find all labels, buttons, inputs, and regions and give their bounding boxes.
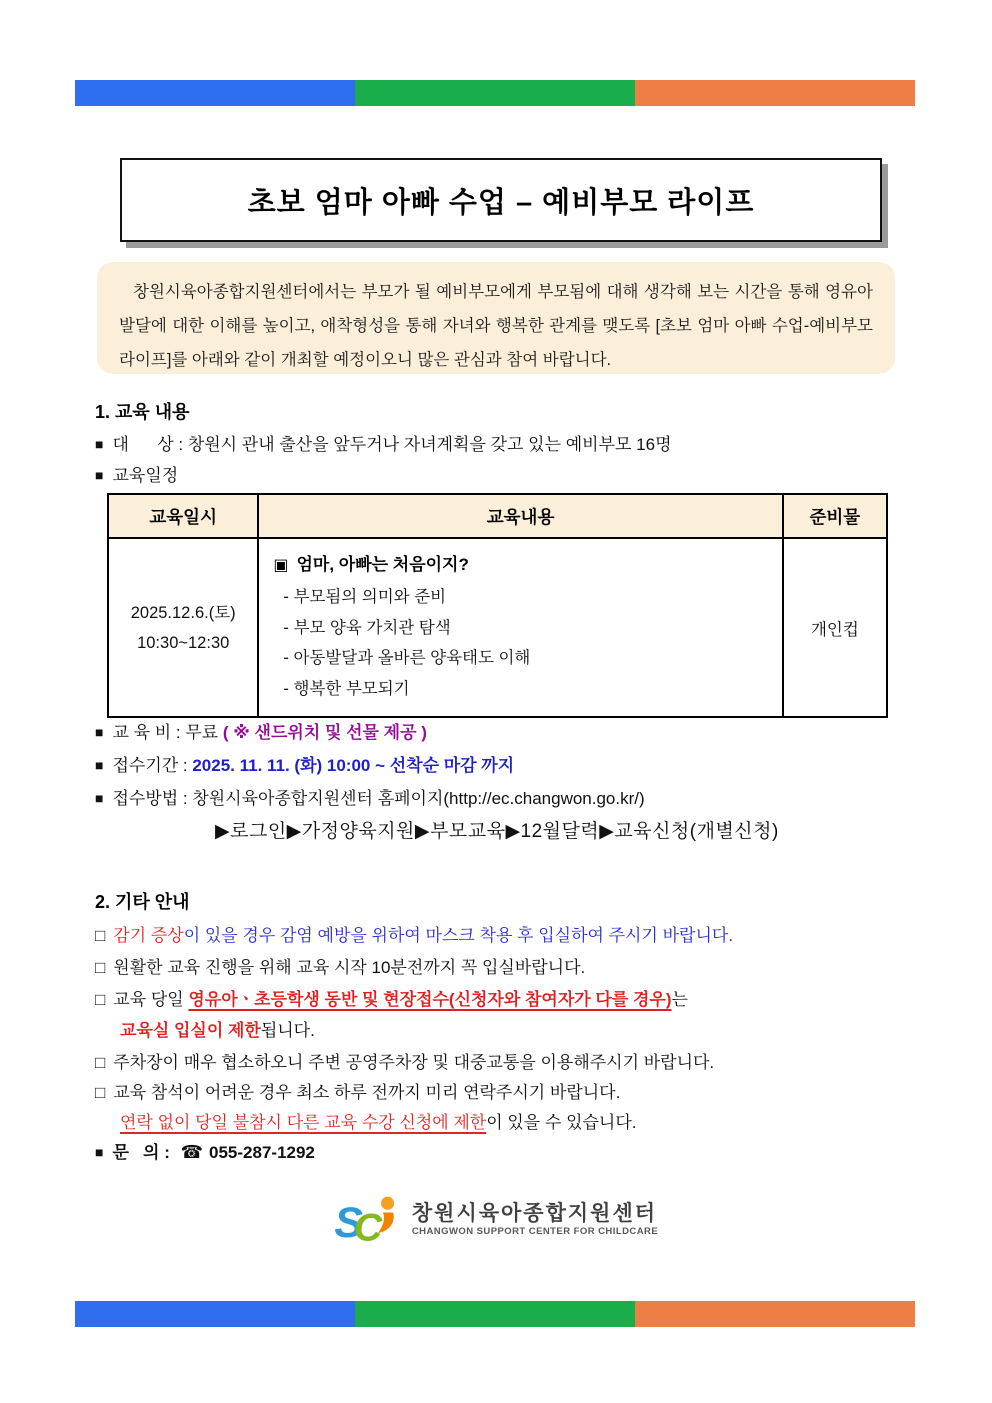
notice-mask-red: 감기 증상 [113, 926, 184, 945]
detail-item: - 부모 양육 가치관 탐색 [283, 618, 451, 637]
notice-no-children-cont [120, 1016, 315, 1041]
banner-orange-segment [635, 80, 915, 106]
open-square-icon: □ [95, 958, 106, 977]
page-title: 초보 엄마 아빠 수업 – 예비부모 라이프 [247, 186, 755, 219]
svg-text:S: S [334, 1198, 363, 1247]
topic-line [273, 549, 781, 582]
phone-icon: ☎ [180, 1142, 204, 1162]
header-datetime: 교육일시 [108, 494, 258, 538]
title-box [120, 158, 882, 242]
logo-english-name: CHANGWON SUPPORT CENTER FOR CHILDCARE [411, 1225, 659, 1237]
solid-square-icon: ■ [95, 436, 104, 452]
solid-square-icon: ■ [95, 467, 104, 483]
logo-mark [334, 1192, 400, 1248]
session-date: 2025.12.6.(토) [130, 603, 236, 622]
method-line [95, 784, 645, 809]
notice-absence [95, 1078, 620, 1103]
notice-no-children-pre: 교육 당일 [113, 990, 189, 1009]
contact-label: 문 의 : [112, 1143, 175, 1162]
session-time: 10:30~12:30 [137, 633, 230, 652]
notice-no-children-red: 영유아ㆍ초등학생 동반 및 현장접수(신청자와 참여자가 다를 경우) [188, 990, 672, 1009]
solid-square-icon: ■ [95, 790, 104, 806]
fee-label: 교 육 비 : 무료 [112, 723, 223, 742]
footer-logo [0, 1192, 992, 1248]
banner-green-segment [355, 80, 635, 106]
method-path-line: ▶로그인▶가정양육지원▶부모교육▶12월달력▶교육신청(개별신청) [215, 821, 779, 842]
table-header-row [108, 494, 887, 538]
notice-absence-cont [120, 1108, 637, 1133]
cell-datetime [108, 538, 258, 717]
logo-texts [412, 1202, 658, 1237]
section2-heading: 2. 기타 안내 [95, 892, 190, 912]
notice-parking [95, 1048, 714, 1073]
notice-absence-text: 교육 참석이 어려운 경우 최소 하루 전까지 미리 연락주시기 바랍니다. [113, 1083, 621, 1102]
banner-orange-segment [635, 1301, 915, 1327]
cell-materials: 개인컵 [783, 538, 887, 717]
section1-heading: 1. 교육 내용 [95, 402, 190, 422]
period-line [95, 751, 514, 776]
solid-square-icon: ■ [95, 1144, 104, 1160]
notice-restriction-post: 됩니다. [260, 1021, 315, 1040]
notice-mask-blue: 이 있을 경우 감염 예방을 위하여 마스크 착용 후 입실하여 주시기 바랍니다. [183, 926, 734, 945]
period-label: 접수기간 : [112, 756, 193, 775]
top-banner [75, 80, 915, 106]
open-square-icon: □ [95, 926, 106, 945]
notice-penalty-red: 연락 없이 당일 불참시 다른 교육 수강 신청에 제한 [120, 1113, 487, 1132]
open-square-icon: □ [95, 1083, 106, 1102]
intro-paragraph: 창원시육아종합지원센터에서는 부모가 될 예비부모에게 부모됨에 대해 생각해 보는 시간을 통해 영유아 발달에 대한 이해를 높이고, 애착형성을 통해 자녀와 행복한 관계를 맺도록 [초보 엄마 아빠 수업-예비부모라이프]를 아래와 같이 개최할 예정이오니 많은 관심과 참여 바랍니다. [97, 262, 895, 374]
detail-item: - 부모됨의 의미와 준비 [283, 588, 447, 606]
logo-korean-name: 창원시육아종합지원센터 [411, 1202, 658, 1226]
banner-green-segment [355, 1301, 635, 1327]
header-content: 교육내용 [258, 494, 782, 538]
cell-content [258, 538, 782, 717]
detail-item: - 행복한 부모되기 [283, 679, 410, 698]
solid-square-icon: ■ [95, 757, 104, 773]
fee-line [95, 718, 427, 743]
notice-penalty-post: 이 있을 수 있습니다. [486, 1113, 637, 1132]
period-value: 2025. 11. 11. (화) 10:00 ~ 선착순 마감 까지 [192, 756, 515, 775]
notice-restriction-red: 교육실 입실이 제한 [120, 1021, 261, 1040]
svg-text:C: C [353, 1206, 383, 1248]
solid-square-icon: ■ [95, 724, 104, 740]
banner-blue-segment [75, 80, 355, 106]
banner-blue-segment [75, 1301, 355, 1327]
schedule-label-line [95, 461, 178, 486]
topic-text: 엄마, 아빠는 처음이지? [296, 555, 469, 574]
notice-arrive-early-text: 원활한 교육 진행을 위해 교육 시작 10분전까지 꼭 입실바랍니다. [113, 958, 586, 977]
open-square-icon: □ [95, 990, 106, 1009]
bottom-banner [75, 1301, 915, 1327]
method-label: 접수방법 : [112, 789, 193, 808]
fee-note: ( ※ 샌드위치 및 선물 제공 ) [222, 723, 427, 742]
open-square-icon: □ [95, 1053, 106, 1072]
detail-item: - 아동발달과 올바른 양육태도 이해 [283, 649, 531, 667]
boxed-square-icon: ▣ [273, 557, 289, 574]
notice-parking-text: 주차장이 매우 협소하오니 주변 공영주차장 및 대중교통을 이용해주시기 바랍니다. [113, 1053, 715, 1072]
notice-no-children [95, 985, 688, 1010]
notice-mask [95, 921, 733, 946]
contact-phone: 055-287-1292 [209, 1143, 315, 1162]
schedule-table [107, 493, 888, 718]
contact-line [95, 1138, 315, 1163]
notice-no-children-post: 는 [671, 990, 688, 1009]
target-text: 대 상 : 창원시 관내 출산을 앞두거나 자녀계획을 갖고 있는 예비부모 16명 [112, 435, 672, 454]
schedule-label: 교육일정 [112, 466, 179, 485]
method-value: 창원시육아종합지원센터 홈페이지(http://ec.changwon.go.kr/) [192, 789, 645, 808]
target-line [95, 430, 672, 455]
notice-arrive-early [95, 953, 585, 978]
header-materials: 준비물 [783, 494, 887, 538]
table-row [108, 538, 887, 717]
